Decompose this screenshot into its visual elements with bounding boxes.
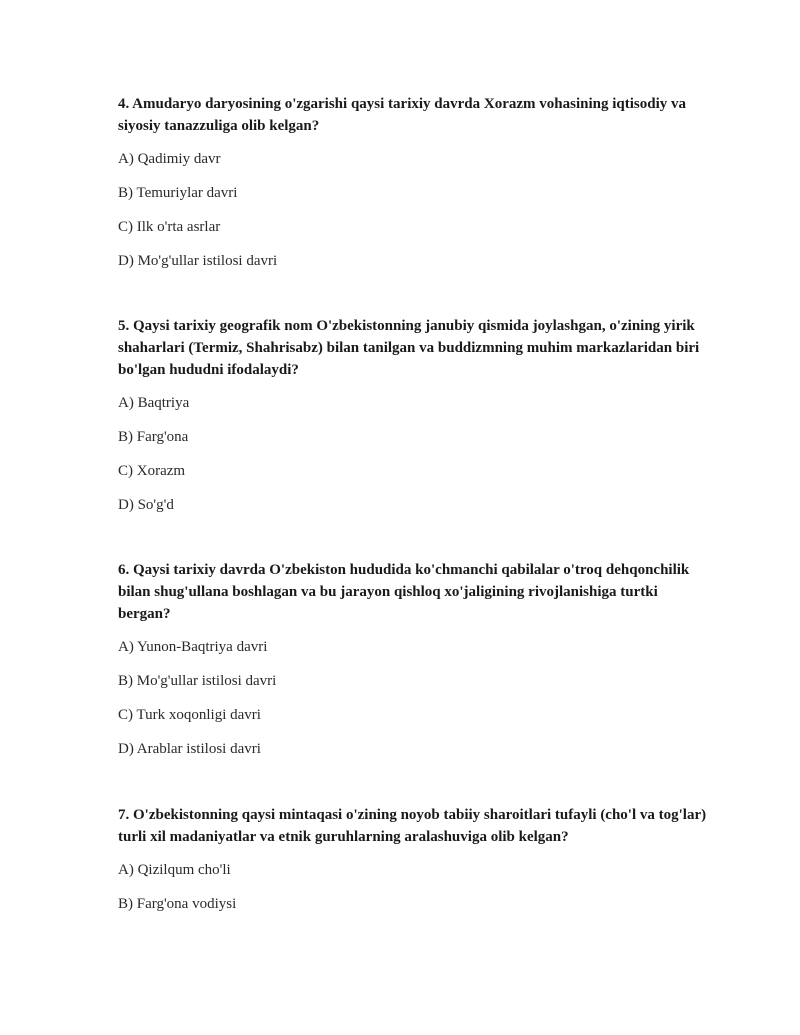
option-d: D) Arablar istilosi davri (118, 741, 261, 757)
question-4 (118, 93, 708, 269)
option-b: B) Farg'ona vodiysi (118, 896, 237, 912)
option-c: C) Turk xoqonligi davri (118, 707, 261, 723)
option-a: A) Baqtriya (118, 395, 190, 411)
option-b: B) Farg'ona (118, 429, 189, 445)
question-7 (118, 804, 708, 912)
question-text: 5. Qaysi tarixiy geografik nom O'zbekistonning janubiy qismida joylashgan, o'zining yirik shaharlari (Termiz, Shahrisabz) bilan tanilgan va buddizmning muhim markazlaridan biri bo'lgan hududni ifodalaydi? (118, 318, 700, 378)
question-5 (118, 315, 708, 513)
question-text: 6. Qaysi tarixiy davrda O'zbekiston hududida ko'chmanchi qabilalar o'troq dehqonchilik bilan shug'ullana boshlagan va bu jarayon qishloq xo'jaligining rivojlanishiga turtki bergan? (118, 562, 690, 622)
option-a: A) Qizilqum cho'li (118, 862, 231, 878)
question-text: 4. Amudaryo daryosining o'zgarishi qaysi tarixiy davrda Xorazm vohasining iqtisodiy va siyosiy tanazzuliga olib kelgan? (118, 96, 686, 134)
option-c: C) Ilk o'rta asrlar (118, 219, 221, 235)
option-a: A) Yunon-Baqtriya davri (118, 639, 268, 655)
option-a: A) Qadimiy davr (118, 151, 221, 167)
question-text: 7. O'zbekistonning qaysi mintaqasi o'zining noyob tabiiy sharoitlari tufayli (cho'l va tog'lar) turli xil madaniyatlar va etnik guruhlarning aralashuviga olib kelgan? (118, 807, 707, 845)
question-6 (118, 559, 708, 757)
option-b: B) Mo'g'ullar istilosi davri (118, 673, 277, 689)
option-d: D) Mo'g'ullar istilosi davri (118, 253, 278, 269)
option-c: C) Xorazm (118, 463, 186, 479)
option-d: D) So'g'd (118, 497, 174, 513)
option-b: B) Temuriylar davri (118, 185, 238, 201)
